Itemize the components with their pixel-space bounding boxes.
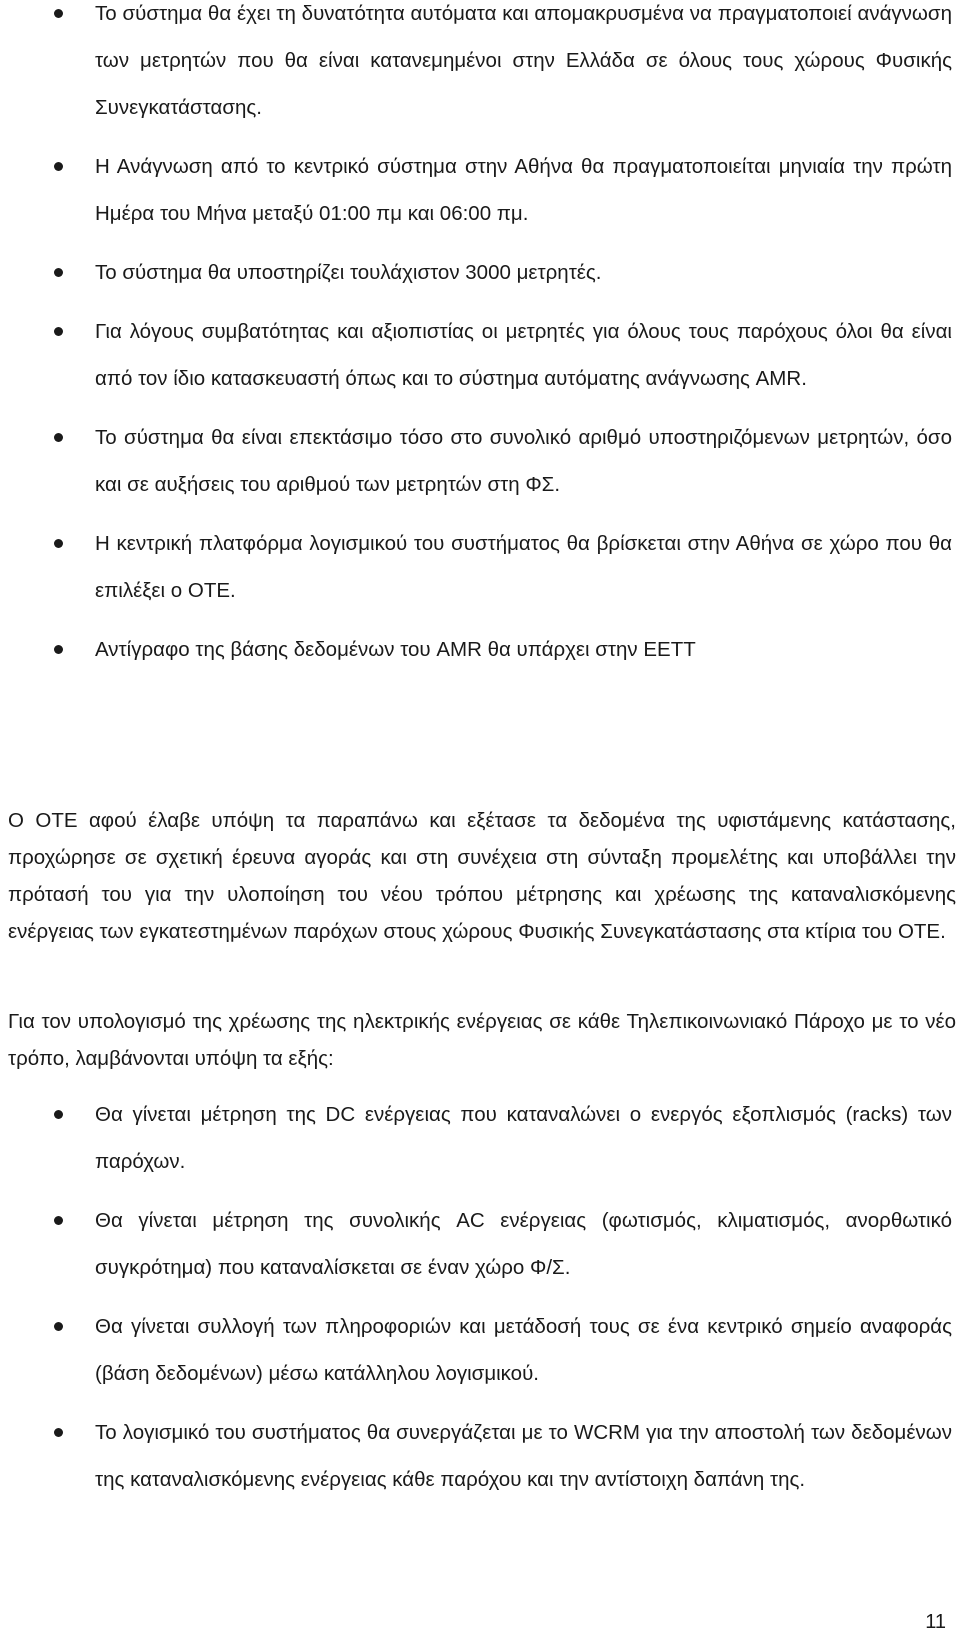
body-paragraph-calculation-intro: Για τον υπολογισμό της χρέωσης της ηλεκτρικής ενέργειας σε κάθε Τηλεπικοινωνιακό Πάροχο με το νέο τρόπο, λαμβάνονται υπόψη τα εξής:	[8, 1010, 956, 1070]
list-item-text: Η κεντρική πλατφόρμα λογισμικού του συστήματος θα βρίσκεται στην Αθήνα σε χώρο που θα επιλέξει ο ΟΤΕ.	[95, 532, 952, 602]
bullet-icon	[54, 1322, 63, 1331]
list-item-text: Το λογισμικό του συστήματος θα συνεργάζεται με το WCRM για την αποστολή των δεδομένων της καταναλισκόμενης ενέργειας κάθε παρόχου και την αντίστοιχη δαπάνη της.	[95, 1421, 952, 1491]
list-item	[8, 0, 956, 131]
calculation-bullet-list	[8, 1091, 956, 1503]
bullet-icon	[54, 539, 63, 548]
bullet-icon	[54, 9, 63, 18]
bullet-icon	[54, 433, 63, 442]
list-item	[8, 520, 956, 614]
bullet-icon	[54, 1110, 63, 1119]
bullet-icon	[54, 1216, 63, 1225]
list-item-text: Η Ανάγνωση από το κεντρικό σύστημα στην Αθήνα θα πραγματοποιείται μηνιαία την πρώτη Ημέρα του Μήνα μεταξύ 01:00 πμ και 06:00 πμ.	[95, 155, 952, 225]
bullet-icon	[54, 162, 63, 171]
list-item	[8, 626, 956, 673]
bullet-icon	[54, 268, 63, 277]
list-item-text: Το σύστημα θα υποστηρίζει τουλάχιστον 3000 μετρητές.	[95, 261, 602, 284]
list-item-text: Θα γίνεται μέτρηση της DC ενέργειας που καταναλώνει ο ενεργός εξοπλισμός (racks) των παρόχων.	[95, 1103, 952, 1173]
list-item-text: Το σύστημα θα έχει τη δυνατότητα αυτόματα και απομακρυσμένα να πραγματοποιεί ανάγνωση των μετρητών που θα είναι κατανεμημένοι στην Ελλάδα σε όλους τους χώρους Φυσικής Συνεγκατάστασης.	[95, 2, 952, 119]
page-number: 11	[925, 1611, 946, 1633]
list-item	[8, 308, 956, 402]
list-item	[8, 414, 956, 508]
list-item	[8, 1409, 956, 1503]
list-item	[8, 143, 956, 237]
list-item-text: Θα γίνεται μέτρηση της συνολικής AC ενέργειας (φωτισμός, κλιματισμός, ανορθωτικό συγκρότημα) που καταναλίσκεται σε έναν χώρο Φ/Σ.	[95, 1209, 952, 1279]
list-item	[8, 1197, 956, 1291]
requirements-bullet-list	[8, 0, 956, 673]
body-paragraph-ote-proposal: Ο ΟΤΕ αφού έλαβε υπόψη τα παραπάνω και εξέτασε τα δεδομένα της υφιστάμενης κατάστασης, προχώρησε σε σχετική έρευνα αγοράς και στη συνέχεια στη σύνταξη προμελέτης και υποβάλλει την πρότασή του για την υλοποίηση του νέου τρόπου μέτρησης και χρέωσης της καταναλισκόμενης ενέργειας των εγκατεστημένων παρόχων στους χώρους Φυσικής Συνεγκατάστασης στα κτίρια του ΟΤΕ.	[8, 809, 956, 943]
bullet-icon	[54, 645, 63, 654]
list-item	[8, 1303, 956, 1397]
list-item-text: Το σύστημα θα είναι επεκτάσιμο τόσο στο συνολικό αριθμό υποστηριζόμενων μετρητών, όσο και σε αυξήσεις του αριθμού των μετρητών στη ΦΣ.	[95, 426, 952, 496]
list-item	[8, 1091, 956, 1185]
list-item-text: Θα γίνεται συλλογή των πληροφοριών και μετάδοσή τους σε ένα κεντρικό σημείο αναφοράς (βάση δεδομένων) μέσω κατάλληλου λογισμικού.	[95, 1315, 952, 1385]
bullet-icon	[54, 1428, 63, 1437]
list-item-text: Για λόγους συμβατότητας και αξιοπιστίας οι μετρητές για όλους τους παρόχους όλοι θα είναι από τον ίδιο κατασκευαστή όπως και το σύστημα αυτόματης ανάγνωσης AMR.	[95, 320, 952, 390]
list-item-text: Αντίγραφο της βάσης δεδομένων του AMR θα υπάρχει στην ΕΕΤΤ	[95, 638, 696, 661]
bullet-icon	[54, 327, 63, 336]
list-item	[8, 249, 956, 296]
